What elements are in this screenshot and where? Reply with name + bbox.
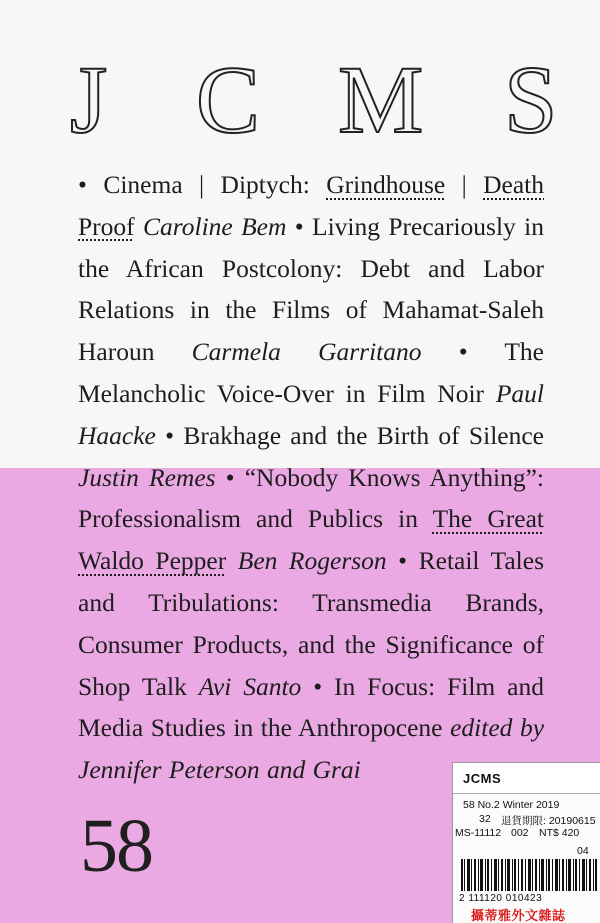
sticker-price: NT$ 420	[539, 827, 580, 839]
sticker-sequence: 04	[577, 845, 589, 857]
title-letter-m: M	[338, 46, 424, 153]
title-letter-s: S	[504, 46, 558, 153]
issue-number: 58	[80, 804, 152, 888]
article-5-author: Ben Rogerson	[237, 546, 387, 576]
sticker-return-deadline: 退貨期限: 20190615	[501, 815, 596, 827]
title-letter-j: J	[70, 46, 108, 153]
sticker-header	[453, 763, 600, 794]
barcode	[461, 859, 597, 891]
price-sticker	[452, 762, 600, 923]
sticker-issue-line: 58 No.2 Winter 2019	[463, 799, 560, 811]
store-name: 攝蒂雅外文雜誌	[471, 909, 566, 923]
article-4-author: Justin Remes	[78, 462, 216, 492]
article-1-author: Caroline Bem	[143, 211, 287, 241]
article-6-title: • Retail Tales and Tribulations: Transmedia Brands, Consumer Products, and the Significance of Shop Talk	[78, 546, 545, 701]
article-5-film-title: The Great Waldo Pepper	[78, 504, 544, 576]
article-1-title-grindhouse: Grindhouse	[326, 170, 446, 199]
article-4-title: • Brakhage and the Birth of Silence	[155, 420, 544, 450]
article-5-title: • “Nobody Knows Anything”: Professionalism and Publics in	[78, 462, 544, 534]
contents-separator: |	[445, 170, 484, 199]
title-letter-c: C	[196, 46, 261, 153]
contents-intro: • Cinema | Diptych:	[78, 170, 327, 199]
barcode-number: 2 111120 010423	[459, 893, 543, 904]
sticker-product-code: 002	[511, 827, 529, 839]
article-7-editors: edited by Jennifer Peterson and Grai	[78, 713, 545, 785]
article-2-title: • Living Precariously in the African Postcolony: Debt and Labor Relations in the Films of Mahamat-Saleh Haroun	[78, 211, 544, 367]
sticker-quantity: 32	[479, 813, 491, 825]
article-7-title: • In Focus: Film and Media Studies in the Anthropocene	[78, 671, 544, 743]
article-3-author: Paul Haacke	[78, 378, 544, 450]
article-1-title-death-proof: Death Proof	[78, 170, 544, 241]
sticker-brand: JCMS	[463, 771, 502, 786]
article-6-author: Avi Santo	[198, 671, 302, 701]
article-3-title: • The Melancholic Voice-Over in Film Noir	[78, 337, 544, 408]
table-of-contents	[78, 164, 544, 791]
article-2-author: Carmela Garritano	[191, 337, 422, 367]
sticker-code: MS-11112	[455, 827, 502, 839]
